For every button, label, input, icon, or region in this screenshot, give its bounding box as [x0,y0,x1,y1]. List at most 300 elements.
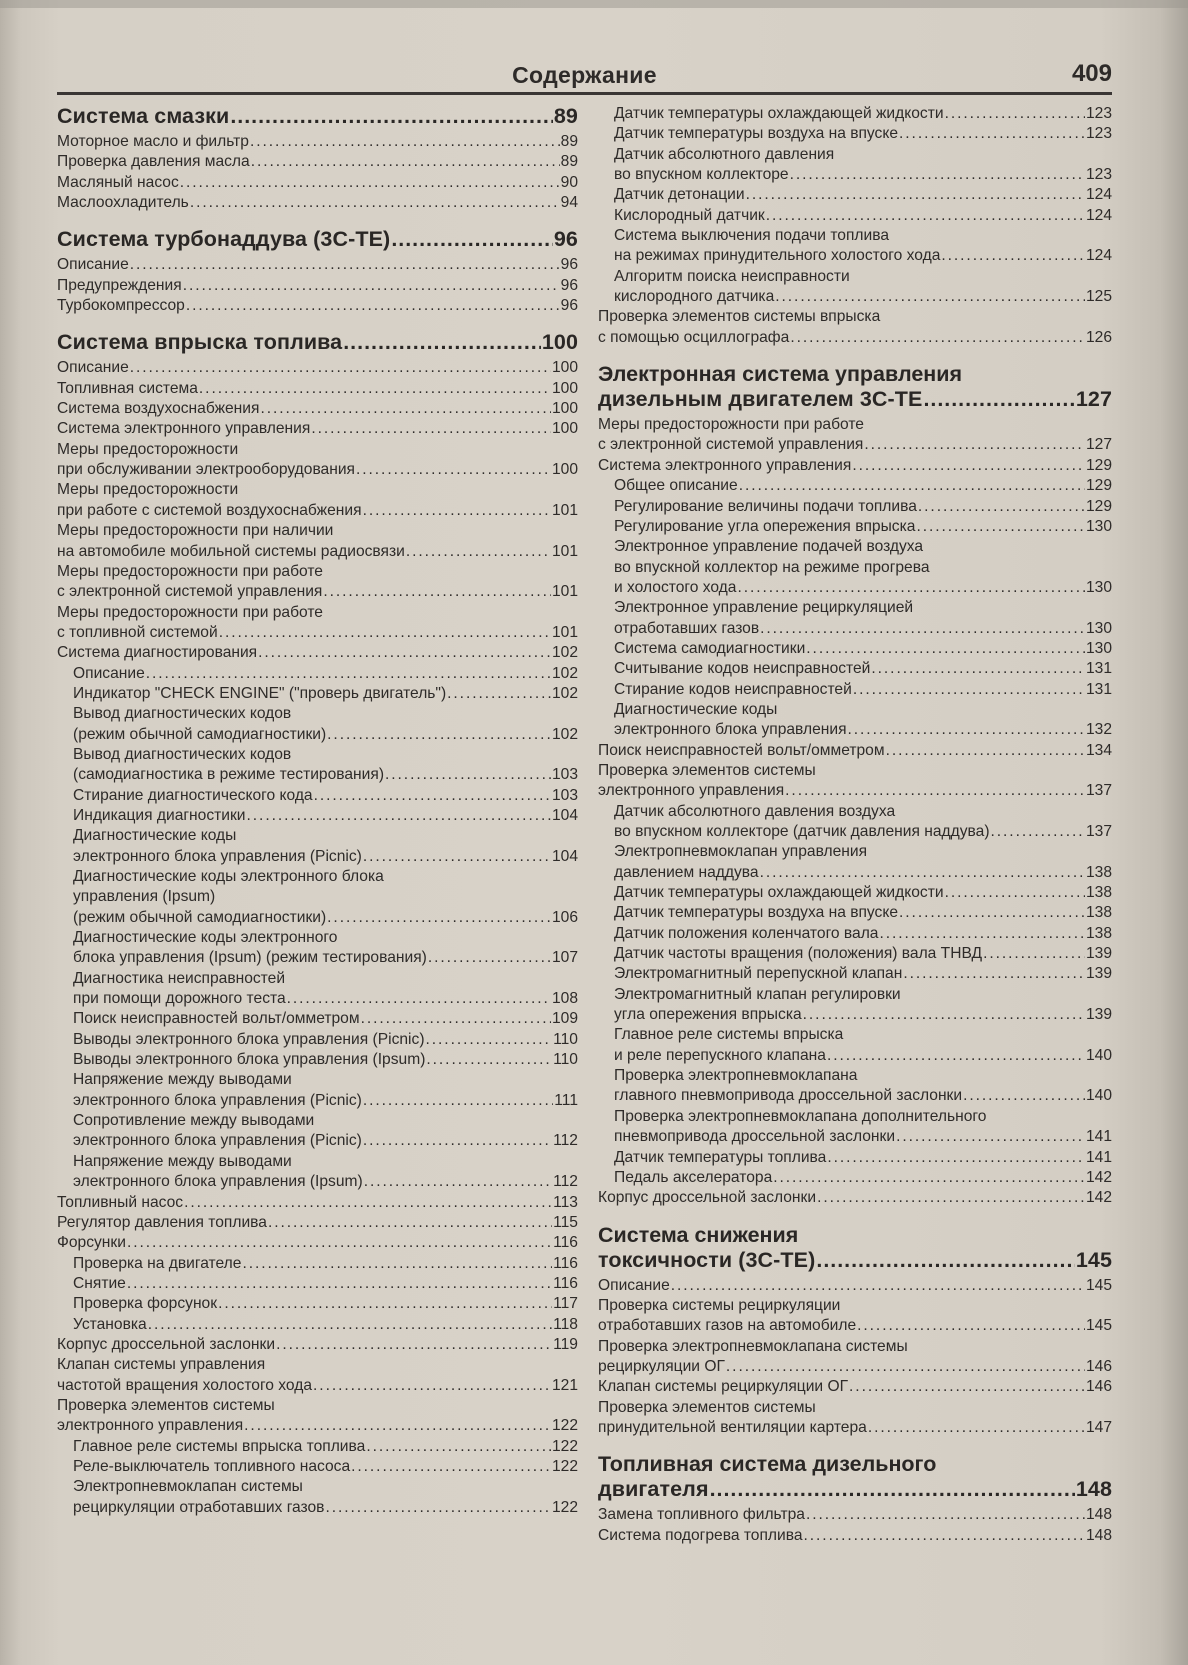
section-title-text: Система турбонаддува (3С-ТЕ) [57,227,391,252]
entry-row [598,578,1112,598]
toc-entry[interactable] [57,1213,578,1233]
entry-text: Регулятор давления топлива [57,1213,267,1231]
dot-leader [773,1168,1085,1188]
toc-entry[interactable] [598,1337,1112,1378]
entry-text: Снятие [73,1274,126,1292]
entry-text: электронного управления [598,782,785,800]
entry-row [598,903,1112,923]
entry-text: Стирание диагностического кода [73,786,313,804]
entry-page-number: 107 [551,949,578,967]
entry-text-line: Вывод диагностических кодов [73,745,292,763]
toc-entry[interactable] [57,603,578,644]
entry-page-number: 129 [1085,456,1112,474]
section-gap [598,348,1112,362]
entry-page-number: 125 [1085,288,1112,306]
section-title-text: двигателя [598,1477,709,1502]
toc-entry[interactable] [598,1168,1112,1188]
dot-leader [127,1274,552,1294]
entry-row [598,1127,1112,1147]
entry-page-number: 141 [1085,1128,1112,1146]
entry-page-number: 100 [551,379,578,397]
entry-text-line: Алгоритм поиска неисправности [614,267,850,285]
entry-row [57,1294,578,1314]
entry-row [598,1086,1112,1106]
dot-leader [247,806,551,826]
dot-leader [864,435,1085,455]
toc-entry[interactable] [57,1030,578,1050]
section-title[interactable] [598,1248,1112,1273]
entry-text: Электромагнитный перепускной клапан [614,965,903,983]
toc-entry[interactable] [57,806,578,826]
entry-row [598,1377,1112,1397]
toc-entry[interactable] [57,1437,578,1457]
entry-text: во впускном коллекторе (датчик давления наддува) [614,823,990,840]
toc-entry[interactable] [598,985,1112,1026]
dot-leader [391,227,553,252]
scan-shadow [0,0,1188,8]
toc-entry[interactable] [57,255,578,275]
entry-text: с электронной системой управления [57,583,323,601]
entry-page-number: 102 [551,725,578,743]
dot-leader [983,944,1085,964]
dot-leader [327,908,551,928]
entry-text: Клапан системы рециркуляции ОГ [598,1378,849,1396]
toc-entry[interactable] [57,1233,578,1253]
toc-entry[interactable] [598,415,1112,456]
toc-entry[interactable] [57,419,578,439]
toc-section [57,104,578,213]
toc-entry[interactable] [598,598,1112,639]
toc-entry[interactable] [598,1276,1112,1296]
entry-text: отработавших газов на автомобиле [598,1317,857,1335]
entry-text: Регулирование угла опережения впрыска [614,517,916,535]
entry-text: рециркуляции отработавших газов [73,1498,325,1516]
entry-row [598,741,1112,761]
entry-text-line: Диагностика неисправностей [73,969,286,987]
entry-row [57,1233,578,1253]
toc-entry[interactable] [598,761,1112,802]
section-title-line[interactable]: Электронная система управления [598,362,963,387]
toc-entry[interactable] [57,1111,578,1152]
entry-text: рециркуляции ОГ [598,1357,725,1375]
entry-text-line: Проверка электропневмоклапана [614,1067,858,1085]
entry-row [598,964,1112,984]
entry-text: давлением наддува [614,863,759,881]
dot-leader [148,1315,552,1335]
entry-page-number: 112 [553,1132,578,1150]
toc-entry[interactable] [57,1274,578,1294]
entry-page-number: 145 [1085,1276,1112,1294]
section-title[interactable] [57,227,578,252]
dot-leader [244,1416,551,1436]
dot-leader [242,1254,552,1274]
entry-page-number: 90 [560,173,578,191]
dot-leader [918,497,1085,517]
entry-row [57,847,578,867]
entry-row [57,623,578,643]
toc-entry[interactable] [598,206,1112,226]
toc-entry[interactable] [57,193,578,213]
entry-page-number: 146 [1085,1357,1112,1375]
entry-text: Корпус дроссельной заслонки [598,1189,817,1207]
entry-text-line: Диагностические коды электронного [73,929,338,947]
entry-page-number: 116 [553,1254,578,1272]
entry-page-number: 96 [560,276,578,294]
dot-leader [991,822,1085,842]
dot-leader [130,255,560,275]
toc-entry[interactable] [598,1188,1112,1208]
entry-row [598,165,1112,185]
entry-page-number: 126 [1085,328,1112,346]
entry-page-number: 131 [1085,680,1112,698]
toc-entry[interactable] [57,745,578,786]
toc-entry[interactable] [598,226,1112,267]
toc-section [598,1209,1112,1439]
dot-leader [406,542,551,562]
dot-leader [180,173,560,193]
entry-text: Описание [57,256,129,274]
entry-row [598,720,1112,740]
entry-page-number: 139 [1085,965,1112,983]
toc-entry[interactable] [598,680,1112,700]
entry-row [57,786,578,806]
toc-entries [57,132,578,213]
dot-leader [363,1091,553,1111]
entry-row [57,152,578,172]
dot-leader [827,1148,1085,1168]
entry-row [598,1418,1112,1438]
toc-entry[interactable] [598,267,1112,308]
entry-row [57,664,578,684]
toc-entry[interactable] [57,379,578,399]
toc-entry[interactable] [57,1070,578,1111]
section-title[interactable] [598,1477,1112,1502]
entry-page-number: 102 [551,664,578,682]
toc-entry[interactable] [57,1193,578,1213]
toc-entry[interactable] [57,826,578,867]
entry-text: и реле перепускного клапана [614,1046,826,1064]
toc-entry[interactable] [57,684,578,704]
entry-text: Форсунки [57,1234,126,1252]
entry-text: Датчик температуры воздуха на впуске [614,904,899,922]
toc-entry[interactable] [598,1148,1112,1168]
entry-page-number: 101 [551,542,578,560]
entry-row [57,1457,578,1477]
entry-text: электронного блока управления (Picnic) [73,847,362,865]
entry-row [57,765,578,785]
section-title-line[interactable]: Система снижения [598,1222,799,1247]
entry-text-line: Меры предосторожности [57,481,239,499]
entry-page-number: 123 [1085,125,1112,143]
entry-row [598,456,1112,476]
toc-entry[interactable] [598,924,1112,944]
dot-leader [790,328,1085,348]
toc-entry[interactable] [598,700,1112,741]
dot-leader [886,741,1085,761]
entry-page-number: 108 [551,990,578,1008]
toc-entry[interactable] [598,1505,1112,1525]
toc-entry[interactable] [57,276,578,296]
entry-text: Предупреждения [57,276,182,294]
entry-text: Система самодиагностики [614,639,806,657]
toc-entry[interactable] [57,1050,578,1070]
dot-leader [827,1046,1085,1066]
dot-leader [760,863,1085,883]
toc-entry[interactable] [598,842,1112,883]
entry-page-number: 146 [1085,1378,1112,1396]
entry-page-number: 109 [551,1010,578,1028]
toc-entry[interactable] [57,521,578,562]
toc-entry[interactable] [57,1396,578,1437]
toc-entry[interactable] [598,1066,1112,1107]
toc-entry[interactable] [57,664,578,684]
entry-page-number: 102 [551,644,578,662]
entry-row [57,379,578,399]
section-page-number: 96 [553,227,578,252]
toc-entry[interactable] [57,1009,578,1029]
entry-page-number: 89 [560,153,578,171]
entry-page-number: 101 [551,623,578,641]
entry-page-number: 138 [1085,884,1112,902]
toc-entry[interactable] [598,307,1112,348]
entry-page-number: 122 [551,1437,578,1455]
entry-text-line: Меры предосторожности [57,440,239,458]
entry-text: Поиск неисправностей вольт/омметром [73,1010,360,1028]
entry-page-number: 122 [551,1457,578,1475]
dot-leader [879,924,1084,944]
toc-entry[interactable] [57,1335,578,1355]
section-title-text: токсичности (3С-ТЕ) [598,1247,816,1272]
entry-text: частотой вращения холостого хода [57,1376,313,1394]
entry-page-number: 103 [551,766,578,784]
section-title[interactable] [598,387,1112,412]
section-title-text: дизельным двигателем 3С-ТЕ [598,387,923,412]
entry-page-number: 137 [1085,782,1112,800]
dot-leader [385,765,551,785]
entry-text: блока управления (Ipsum) (режим тестирования) [73,949,427,967]
entry-text: Установка [73,1315,147,1333]
toc-entry[interactable] [598,1296,1112,1337]
entry-page-number: 100 [551,420,578,438]
entry-text: Датчик положения коленчатого вала [614,924,879,942]
entry-page-number: 118 [553,1315,578,1333]
dot-leader [945,104,1085,124]
toc-entry[interactable] [598,124,1112,144]
entry-text-line: Проверка элементов системы [598,761,816,779]
entry-page-number: 140 [1085,1046,1112,1064]
toc-entry[interactable] [57,1152,578,1193]
entry-page-number: 130 [1085,578,1112,596]
entry-row [598,1357,1112,1377]
entry-row [57,193,578,213]
entry-text-line: Вывод диагностических кодов [73,705,292,723]
entry-text: (режим обычной самодиагностики) [73,908,327,926]
toc-section [598,348,1112,1208]
toc-entry[interactable] [598,1377,1112,1397]
toc-entry[interactable] [598,537,1112,598]
section-title-line[interactable]: Топливная система дизельного [598,1452,937,1477]
entry-row [598,104,1112,124]
toc-entry[interactable] [57,358,578,378]
entry-text-line: Электропневмоклапан системы [73,1478,303,1496]
toc-entry[interactable] [57,867,578,928]
entry-text: во впускном коллекторе [614,166,789,184]
entry-text-line: Меры предосторожности при работе [57,562,323,580]
entry-page-number: 123 [1085,105,1112,122]
entry-row [57,296,578,316]
entry-text: Кислородный датчик [614,206,765,224]
toc-entry[interactable] [598,104,1112,124]
toc-entry[interactable] [57,786,578,806]
dot-leader [287,989,551,1009]
entry-text: при обслуживании электрооборудования [57,461,355,479]
dot-leader [426,1050,552,1070]
toc-entry[interactable] [57,440,578,481]
entry-row [598,1276,1112,1296]
entry-row [57,989,578,1009]
entry-row [57,1254,578,1274]
toc-entry[interactable] [598,944,1112,964]
dot-leader [857,1316,1085,1336]
entry-page-number: 96 [560,256,578,274]
entry-page-number: 124 [1085,186,1112,204]
toc-entry[interactable] [598,497,1112,517]
toc-entry[interactable] [57,1355,578,1396]
toc-entry[interactable] [598,964,1112,984]
toc-entry[interactable] [57,132,578,152]
section-title[interactable] [57,104,578,129]
entry-text-line: Электропневмоклапан управления [614,843,868,861]
toc-entry[interactable] [57,1254,578,1274]
entry-page-number: 142 [1085,1189,1112,1207]
entry-row [57,501,578,521]
dot-leader [766,206,1085,226]
toc-entry[interactable] [57,173,578,193]
entry-text: с помощью осциллографа [598,328,790,346]
entry-row [57,460,578,480]
entry-text: Выводы электронного блока управления (Ipsum) [73,1051,426,1069]
dot-leader [190,193,560,213]
toc-entry[interactable] [57,704,578,745]
entry-text: Главное реле системы впрыска топлива [73,1437,366,1455]
entry-text-line: Датчик абсолютного давления воздуха [614,802,896,820]
toc-entry[interactable] [57,969,578,1010]
entry-row [57,1172,578,1192]
dot-leader [790,165,1085,185]
toc-entry[interactable] [598,883,1112,903]
dot-leader [868,1418,1085,1438]
entry-text: Описание [73,664,145,682]
section-page-number: 100 [541,330,578,355]
dot-leader [276,1335,552,1355]
entry-text-line: Проверка системы рециркуляции [598,1296,841,1314]
entry-text-line: Диагностические коды [73,827,237,845]
toc-entry[interactable] [598,1025,1112,1066]
dot-leader [737,578,1085,598]
toc-entry[interactable] [598,741,1112,761]
toc-entry[interactable] [57,399,578,419]
dot-leader [941,246,1085,266]
toc-entry[interactable] [57,643,578,663]
toc-entry[interactable] [598,903,1112,923]
entry-text: Педаль акселератора [614,1168,773,1186]
toc-entry[interactable] [598,476,1112,496]
entry-text: кислородного датчика [614,288,775,306]
toc-entry[interactable] [57,296,578,316]
toc-entry[interactable] [598,185,1112,205]
toc-entry[interactable] [57,562,578,603]
toc-entry[interactable] [598,639,1112,659]
toc-entry[interactable] [57,152,578,172]
toc-entry[interactable] [57,1315,578,1335]
entry-text: электронного блока управления (Ipsum) [73,1173,363,1191]
entry-page-number: 148 [1085,1526,1112,1544]
entry-text: при работе с системой воздухоснабжения [57,501,362,519]
dot-leader [710,1477,1075,1502]
toc-entry[interactable] [598,1398,1112,1439]
toc-entry[interactable] [57,1457,578,1477]
section-gap [598,1209,1112,1223]
dot-leader [363,847,551,867]
toc-entry[interactable] [598,659,1112,679]
entry-page-number: 129 [1085,497,1112,515]
entry-text: на автомобиле мобильной системы радиосвязи [57,542,405,560]
entry-text-line: во впускной коллектор на режиме прогрева [614,558,930,576]
dot-leader [250,132,560,152]
entry-row [598,124,1112,144]
entry-page-number: 138 [1085,863,1112,881]
entry-text-line: Меры предосторожности при наличии [57,522,334,540]
entry-row [598,924,1112,944]
entry-page-number: 132 [1085,721,1112,739]
dot-leader [364,1172,552,1192]
entry-row [57,399,578,419]
entry-text: Датчик температуры топлива [614,1148,827,1166]
entry-row [57,358,578,378]
toc-entry[interactable] [598,456,1112,476]
dot-leader [899,903,1085,923]
entry-text: при помощи дорожного теста [73,990,286,1008]
toc-entry[interactable] [57,480,578,521]
entry-page-number: 142 [1085,1168,1112,1186]
toc-entry[interactable] [598,1526,1112,1546]
entry-text-line: Напряжение между выводами [73,1071,292,1089]
toc-entry[interactable] [598,1107,1112,1148]
dot-leader [127,1233,552,1253]
toc-entry[interactable] [598,517,1112,537]
entry-page-number: 139 [1085,945,1112,963]
entry-page-number: 138 [1085,924,1112,942]
section-title[interactable] [57,330,578,355]
entry-page-number: 101 [551,501,578,519]
entry-page-number: 116 [553,1234,578,1252]
toc-column-right [598,104,1112,1546]
entry-text: Регулирование величины подачи топлива [614,497,917,515]
toc-entry[interactable] [57,1294,578,1314]
toc-entry[interactable] [598,145,1112,186]
entry-text: Реле-выключатель топливного насоса [73,1457,351,1475]
entry-text-line: Система выключения подачи топлива [614,227,890,245]
entry-page-number: 138 [1085,904,1112,922]
toc-entry[interactable] [57,1477,578,1518]
dot-leader [447,684,551,704]
entry-page-number: 139 [1085,1006,1112,1024]
dot-leader [671,1276,1085,1296]
dot-leader [852,456,1085,476]
entry-row [57,1030,578,1050]
toc-entry[interactable] [57,928,578,969]
toc-entry[interactable] [598,802,1112,843]
